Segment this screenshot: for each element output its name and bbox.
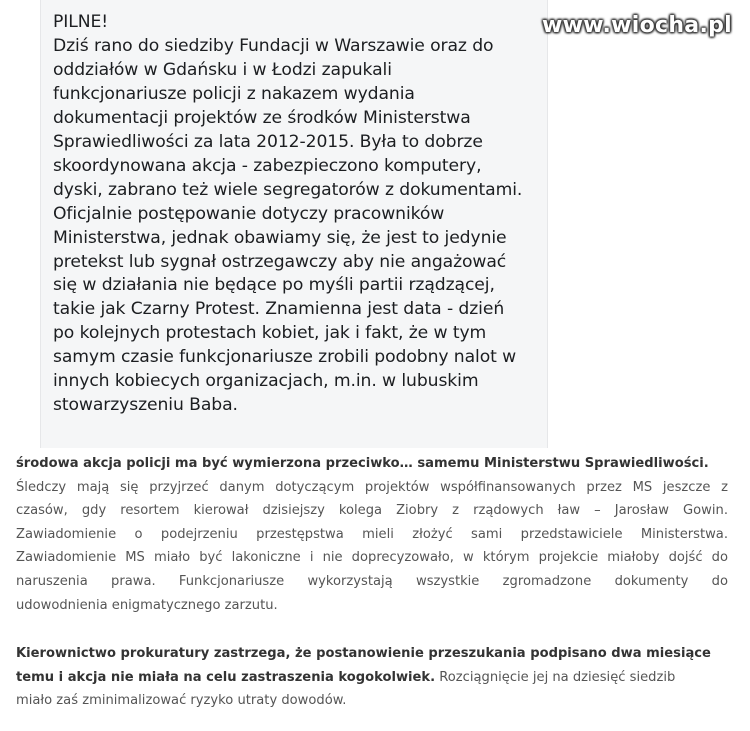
- article-paragraph-2-line: [16, 666, 728, 690]
- post-text: [53, 11, 553, 418]
- post-line: funkcjonariusze policji z nakazem wydania: [53, 83, 415, 104]
- post-line: Dziś rano do siedziby Fundacji w Warszawie oraz do: [53, 35, 494, 56]
- post-line: dokumentacji projektów ze środków Ministerstwa: [53, 107, 471, 128]
- article-line: czasów, gdy resortem kierował dzisiejszy kolega Ziobry z rządowych ław – Jarosław Gowin.: [16, 503, 728, 519]
- bold-text: temu i akcja nie miała na celu zastraszenia kogokolwiek.: [16, 669, 436, 685]
- article-body: [16, 452, 728, 713]
- article-line: Śledczy mają się przyjrzeć danym dotyczącym projektów współfinansowanych przez MS jeszcze z: [16, 479, 728, 495]
- post-line: samym czasie funkcjonariusze zrobili podobny nalot w: [53, 347, 517, 368]
- site-watermark: www.wiocha.pl: [542, 13, 732, 38]
- article-line: Zawiadomienie MS miało być lakoniczne i nie doprecyzowało, w którym projekcie miałoby dojść do: [16, 550, 728, 566]
- post-line: dyski, zabrano też wiele segregatorów z dokumentami.: [53, 179, 523, 200]
- article-paragraph-2-line: miało zaś zminimalizować ryzyko utraty dowodów.: [16, 693, 347, 709]
- post-line: pretekst lub sygnał ostrzegawczy aby nie angażować: [53, 251, 507, 272]
- post-line: Sprawiedliwości za lata 2012-2015. Była to dobrze: [53, 131, 483, 152]
- post-line: innych kobiecych organizacjach, m.in. w lubuskim: [53, 371, 479, 392]
- post-line: oddziałów w Gdańsku i w Łodzi zapukali: [53, 59, 392, 80]
- post-line: Ministerstwa, jednak obawiamy się, że jest to jedynie: [53, 227, 507, 248]
- article-line: udowodnienia enigmatycznego zarzutu.: [16, 597, 278, 613]
- post-line: takie jak Czarny Protest. Znamienna jest data - dzień: [53, 299, 505, 320]
- post-line: Oficjalnie postępowanie dotyczy pracowników: [53, 203, 445, 224]
- regular-text: Rozciągnięcie jej na dziesięć siedzib: [435, 669, 676, 685]
- post-line: skoordynowana akcja - zabezpieczono komputery,: [53, 155, 482, 176]
- post-line: PILNE!: [53, 12, 109, 32]
- article-paragraph-2-line: [16, 642, 728, 666]
- post-line: się w działania nie będące po myśli partii rządzącej,: [53, 275, 495, 296]
- article-paragraph-1-lead: [16, 452, 728, 476]
- lead-bold-text: środowa akcja policji ma być wymierzona przeciwko… samemu Ministerstwu Sprawiedliwości.: [16, 456, 709, 471]
- bold-text: Kierownictwo prokuratury zastrzega, że postanowienie przeszukania podpisano dwa miesiące: [16, 646, 711, 662]
- post-line: stowarzyszeniu Baba.: [53, 395, 238, 416]
- article-line: naruszenia prawa. Funkcjonariusze wykorzystają wszystkie zgromadzone dokumenty do: [16, 573, 728, 589]
- post-line: po kolejnych protestach kobiet, jak i fakt, że w tym: [53, 323, 487, 344]
- article-line: Zawiadomienie o podejrzeniu przestępstwa mieli złożyć sami przedstawiciele Ministerstwa.: [16, 526, 728, 542]
